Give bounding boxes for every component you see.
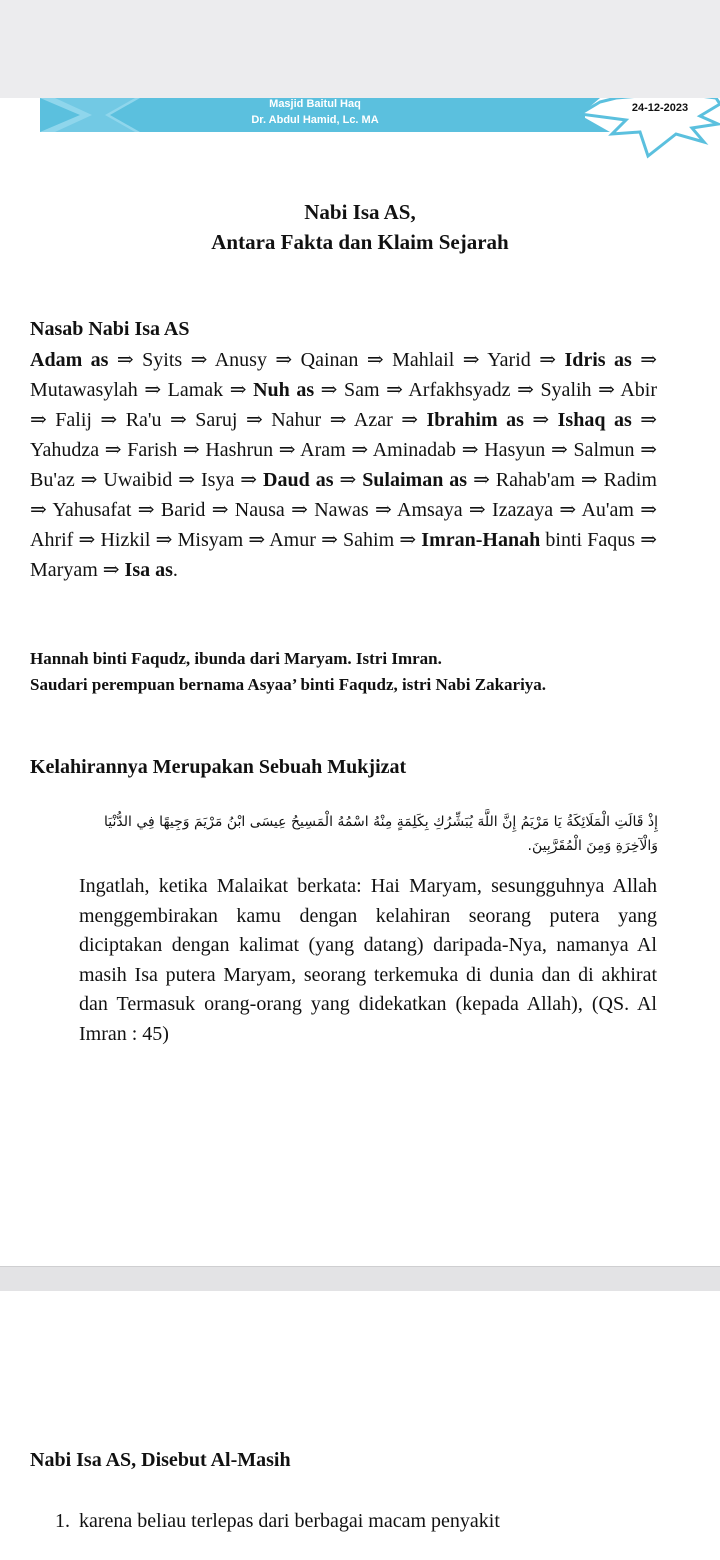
ancestor-name: Nawas bbox=[314, 499, 369, 521]
ancestor-name: Mutawasylah bbox=[30, 379, 138, 401]
chain-arrow-icon: ⇒ bbox=[234, 469, 264, 491]
chain-arrow-icon: ⇒ bbox=[321, 409, 354, 431]
chain-arrow-icon: ⇒ bbox=[345, 439, 373, 461]
ancestor-name: Imran-Hanah bbox=[421, 529, 541, 551]
chain-arrow-icon: ⇒ bbox=[510, 379, 541, 401]
ancestor-name: Amsaya bbox=[397, 499, 463, 521]
ancestor-name: Maryam bbox=[30, 559, 98, 581]
ancestor-suffix: binti Faqus bbox=[540, 529, 636, 551]
note-line-hannah: Hannah binti Faqudz, ibunda dari Maryam. Istri Imran. bbox=[30, 649, 442, 668]
ancestor-name: Abir bbox=[620, 379, 658, 401]
chain-arrow-icon: ⇒ bbox=[631, 349, 658, 371]
chain-arrow-icon: ⇒ bbox=[315, 529, 344, 551]
ancestor-name: Saruj bbox=[195, 409, 238, 431]
ancestor-name: Hashrun bbox=[205, 439, 274, 461]
chain-arrow-icon: ⇒ bbox=[73, 529, 101, 551]
ancestor-name: Au'am bbox=[581, 499, 634, 521]
ancestor-name: Arfakhsyadz bbox=[408, 379, 511, 401]
quran-verse-arabic: إِذْ قَالَتِ الْمَلَائِكَةُ يَا مَرْيَمُ إِنَّ اللَّهَ يُبَشِّرُكِ بِكَلِمَةٍ مِنْهُ اسْمُهُ الْمَسِيحُ عِيسَى ابْنُ مَرْيَمَ وَجِيهًا فِي الدُّنْيَا وَالْآخِرَةِ وَمِنَ الْمُقَرَّبِينَ. bbox=[104, 814, 658, 854]
ancestor-name: Sam bbox=[344, 379, 380, 401]
ancestor-name: Yahudza bbox=[30, 439, 100, 461]
chain-arrow-icon: ⇒ bbox=[223, 379, 254, 401]
ancestor-name: Idris as bbox=[564, 349, 632, 371]
ancestor-name: Misyam bbox=[177, 529, 244, 551]
chain-arrow-icon: ⇒ bbox=[454, 349, 488, 371]
chain-arrow-icon: ⇒ bbox=[182, 349, 215, 371]
page-header-banner bbox=[0, 98, 720, 160]
chain-arrow-icon: ⇒ bbox=[633, 499, 658, 521]
ancestor-name: Ibrahim as bbox=[426, 409, 524, 431]
ancestor-suffix: . bbox=[172, 559, 178, 581]
chain-arrow-icon: ⇒ bbox=[358, 349, 393, 371]
document-title-line1: Nabi Isa AS, bbox=[304, 200, 416, 224]
chain-arrow-icon: ⇒ bbox=[150, 529, 178, 551]
ancestor-name: Ahrif bbox=[30, 529, 74, 551]
nasab-chain-paragraph bbox=[30, 345, 657, 585]
note-line-asyaa: Saudari perempuan bernama Asyaa’ binti Faqudz, istri Nabi Zakariya. bbox=[30, 675, 547, 694]
ancestor-name: Adam as bbox=[30, 349, 109, 371]
ancestor-name: Uwaibid bbox=[103, 469, 173, 491]
chain-arrow-icon: ⇒ bbox=[30, 409, 56, 431]
viewer-top-bar bbox=[0, 0, 720, 98]
page-separator bbox=[0, 1266, 720, 1291]
ancestor-name: Nausa bbox=[234, 499, 285, 521]
chain-arrow-icon: ⇒ bbox=[379, 379, 409, 401]
ancestor-name: Sulaiman as bbox=[362, 469, 468, 491]
ancestor-name: Yarid bbox=[487, 349, 531, 371]
quran-verse-translation: Ingatlah, ketika Malaikat berkata: Hai Maryam, sesungguhnya Allah menggembirakan kamu dengan kelahiran seorang putera yang diciptakan dengan kalimat (yang datang) daripada-Nya, namanya Al masih Isa putera Maryam, seorang terkemuka di dunia dan di akhirat dan Termasuk orang-orang yang didekatkan (kepada Allah), (QS. Al Imran : 45) bbox=[79, 875, 657, 1045]
chain-arrow-icon: ⇒ bbox=[266, 349, 301, 371]
ancestor-name: Isa as bbox=[124, 559, 173, 581]
chain-arrow-icon: ⇒ bbox=[74, 469, 104, 491]
ancestor-name: Hizkil bbox=[100, 529, 151, 551]
al-masih-reasons-list bbox=[55, 1510, 500, 1533]
ancestor-name: Hasyun bbox=[484, 439, 546, 461]
chain-arrow-icon: ⇒ bbox=[591, 379, 621, 401]
header-author: Dr. Abdul Hamid, Lc. MA bbox=[251, 114, 379, 126]
ancestor-name: Radim bbox=[603, 469, 657, 491]
ancestor-name: Falij bbox=[55, 409, 92, 431]
chain-arrow-icon: ⇒ bbox=[97, 559, 125, 581]
ancestor-name: Nahur bbox=[271, 409, 322, 431]
chain-arrow-icon: ⇒ bbox=[634, 439, 658, 461]
section-heading-al-masih: Nabi Isa AS, Disebut Al-Masih bbox=[30, 1449, 291, 1471]
chain-arrow-icon: ⇒ bbox=[392, 409, 427, 431]
chain-arrow-icon: ⇒ bbox=[574, 469, 604, 491]
chain-arrow-icon: ⇒ bbox=[368, 499, 398, 521]
ancestor-name: Qainan bbox=[300, 349, 359, 371]
ancestor-name: Lamak bbox=[167, 379, 224, 401]
ancestor-name: Anusy bbox=[214, 349, 267, 371]
chain-arrow-icon: ⇒ bbox=[243, 529, 270, 551]
chain-arrow-icon: ⇒ bbox=[99, 439, 128, 461]
ancestor-name: Aram bbox=[300, 439, 346, 461]
chain-arrow-icon: ⇒ bbox=[314, 379, 345, 401]
ancestor-name: Mahlail bbox=[392, 349, 455, 371]
chain-arrow-icon: ⇒ bbox=[456, 439, 485, 461]
chain-arrow-icon: ⇒ bbox=[131, 499, 161, 521]
list-item-text: karena beliau terlepas dari berbagai macam penyakit bbox=[79, 1510, 500, 1532]
chain-arrow-icon: ⇒ bbox=[273, 439, 301, 461]
chain-arrow-icon: ⇒ bbox=[172, 469, 201, 491]
list-item-number: 1. bbox=[55, 1510, 70, 1532]
ancestor-name: Ra'u bbox=[125, 409, 162, 431]
chain-arrow-icon: ⇒ bbox=[161, 409, 196, 431]
chain-arrow-icon: ⇒ bbox=[284, 499, 315, 521]
ancestor-name: Syalih bbox=[540, 379, 592, 401]
header-mosque-name: Masjid Baitul Haq bbox=[269, 98, 361, 110]
list-item bbox=[55, 1510, 500, 1533]
chain-arrow-icon: ⇒ bbox=[333, 469, 363, 491]
ancestor-name: Sahim bbox=[343, 529, 395, 551]
ancestor-name: Yahusafat bbox=[52, 499, 132, 521]
ancestor-name: Syits bbox=[142, 349, 183, 371]
ancestor-name: Barid bbox=[160, 499, 206, 521]
chain-arrow-icon: ⇒ bbox=[394, 529, 422, 551]
ancestor-name: Azar bbox=[353, 409, 393, 431]
ancestor-name: Isya bbox=[201, 469, 235, 491]
chain-arrow-icon: ⇒ bbox=[237, 409, 272, 431]
chain-arrow-icon: ⇒ bbox=[177, 439, 206, 461]
chain-arrow-icon: ⇒ bbox=[462, 499, 493, 521]
ancestor-name: Izazaya bbox=[492, 499, 554, 521]
ancestor-name: Daud as bbox=[263, 469, 334, 491]
ancestor-name: Salmun bbox=[573, 439, 635, 461]
ancestor-name: Nuh as bbox=[253, 379, 315, 401]
chain-arrow-icon: ⇒ bbox=[91, 409, 126, 431]
chain-arrow-icon: ⇒ bbox=[545, 439, 574, 461]
ancestor-name: Ishaq as bbox=[557, 409, 632, 431]
ancestor-name: Aminadab bbox=[372, 439, 457, 461]
chain-arrow-icon: ⇒ bbox=[467, 469, 496, 491]
chain-arrow-icon: ⇒ bbox=[553, 499, 582, 521]
chain-arrow-icon: ⇒ bbox=[108, 349, 143, 371]
chain-arrow-icon: ⇒ bbox=[530, 349, 565, 371]
ancestor-name: Rahab'am bbox=[495, 469, 575, 491]
section-heading-birth-miracle: Kelahirannya Merupakan Sebuah Mukjizat bbox=[30, 756, 407, 778]
chain-arrow-icon: ⇒ bbox=[635, 529, 657, 551]
chain-arrow-icon: ⇒ bbox=[137, 379, 168, 401]
nasab-heading: Nasab Nabi Isa AS bbox=[30, 318, 190, 340]
chain-arrow-icon: ⇒ bbox=[523, 409, 558, 431]
chain-arrow-icon: ⇒ bbox=[631, 409, 657, 431]
ancestor-name: Amur bbox=[269, 529, 316, 551]
ancestor-name: Farish bbox=[127, 439, 178, 461]
header-date: 24-12-2023 bbox=[631, 102, 689, 114]
family-notes bbox=[30, 646, 657, 698]
chain-arrow-icon: ⇒ bbox=[30, 499, 53, 521]
chain-arrow-icon: ⇒ bbox=[205, 499, 235, 521]
document-title-line2: Antara Fakta dan Klaim Sejarah bbox=[211, 230, 509, 254]
ancestor-name: Bu'az bbox=[30, 469, 75, 491]
